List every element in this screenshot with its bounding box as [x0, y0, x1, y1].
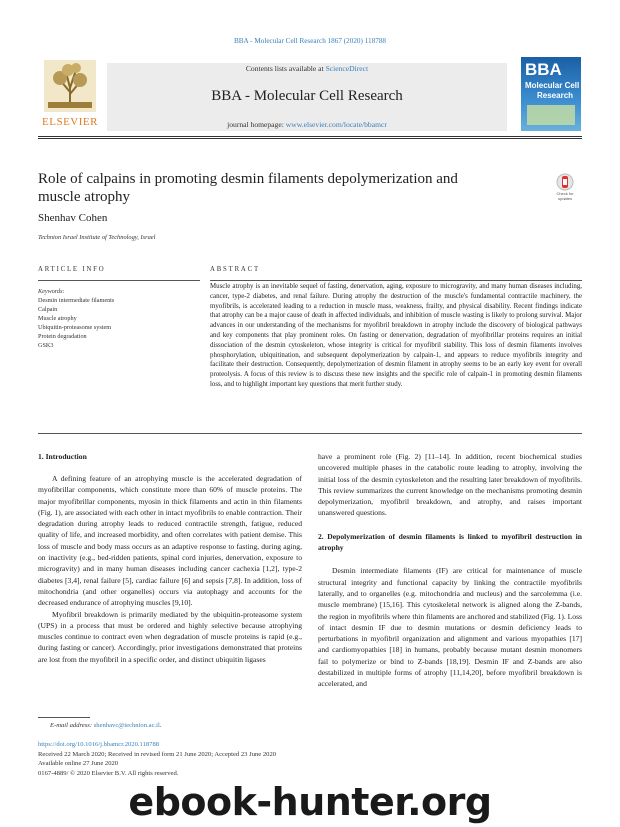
homepage-link[interactable]: www.elsevier.com/locate/bbamcr	[285, 120, 387, 129]
section-2-heading: 2. Depolymerization of desmin filaments is linked to myofibril destruction in atrophy	[318, 531, 582, 553]
section-1-heading: 1. Introduction	[38, 452, 87, 461]
author-name[interactable]: Shenhav Cohen	[38, 212, 108, 224]
available-online: Available online 27 June 2020	[38, 760, 119, 768]
journal-reference[interactable]: BBA - Molecular Cell Research 1867 (2020) 118788	[233, 37, 387, 45]
footnote-rule	[38, 717, 90, 718]
copyright-line: 0167-4889/ © 2020 Elsevier B.V. All rights reserved.	[38, 769, 179, 777]
keyword-item: GSK3	[38, 342, 54, 349]
homepage-prefix: journal homepage:	[227, 120, 286, 129]
check-for-updates-badge[interactable]	[550, 171, 580, 201]
doi-link[interactable]: https://doi.org/10.1016/j.bbamcr.2020.118788	[38, 741, 160, 748]
header-divider-2	[38, 138, 582, 139]
abstract-rule	[210, 280, 582, 281]
email-link[interactable]: shenhavc@technion.ac.il	[93, 722, 160, 729]
crossmark-label: Check for updates	[556, 191, 574, 201]
article-info-rule	[38, 280, 200, 281]
keywords-label: Keywords:	[38, 288, 65, 295]
email-suffix: .	[159, 722, 162, 729]
abstract-text: Muscle atrophy is an inevitable sequel of fasting, denervation, aging, exposure to microgravity, and many human diseases including, cancer, type-2 diabetes, and renal failure. During atrophy the destruction of the muscle's fundamental contractile machinery, the myofibrils, is accelerated leading to a reduction in muscle mass, weakness, frailty, and physical disability. Recent findings indicate that atrophy can be a major cause of death in affected individuals, and inhibition of muscle wasting is likely to prolong survival. Major advances in our understanding of the mechanisms for myofibril breakdown in atrophy include the discovery of biological pathways and key components that play prominent roles. On fasting or denervation, degradation of myofibrillar proteins requires an initial dissociation of the desmin cytoskeleton, whose integrity is critical for myofibril stability. This loss of desmin filaments involves phosphorylation, ubiquitination, and subsequent depolymerization by calpain-1, and appears to reduce myofibrils integrity and facilitate their destruction. Consequently, depolymerization of desmin filament in atrophy seems to be an early key event for overall proteolysis. A focus of this review is to discuss these new insights and the specific role of calpain-1 in promoting desmin filaments loss, and to highlight important key questions that merit further study.	[210, 283, 582, 388]
keyword-item: Desmin intermediate filaments	[38, 297, 115, 304]
right-column	[318, 451, 582, 690]
section-2-paragraph-1: Desmin intermediate filaments (IF) are critical for maintenance of muscle structural integrity and functional capacity by linking the contractile myofibrils laterally, and to organelles (e.g. mitochondria and nucleus) and the sarcolemma (i.e. muscle membrane) [15,16]. This cytoskeletal network is aligned along the Z-bands, the region in myofibrils where thin filaments are anchored and stabilized (Fig. 1). Loss of intact desmin IF due to desmin mutations or desmin deficiency leads to perturbations in myofibril organization and alignment and various myopathies [17] and cardiomyopathies [18] in humans, probably because mutant desmin monomers fail to polymerize or bind to Z-bands [18,19]. Desmin IF and Z-bands are also destabilized in multiple forms of atrophy [11,14,20], before myofibril breakdown is accelerated, and	[318, 566, 582, 689]
keyword-item: Calpain	[38, 306, 58, 313]
author-affiliation: Technion Israel Institute of Technology, Israel	[38, 234, 156, 241]
contents-line	[107, 64, 507, 73]
intro-paragraph-3: have a prominent role (Fig. 2) [11–14]. In addition, recent biochemical studies uncovered multiple phases in the catabolic route leading to atrophy, involving the initial loss of the desmin cytoskeleton and the resulting later breakdown of myofibrils. This review summarizes the current knowledge on the mechanisms promoting desmin depolymerization, myofibril breakdown, and atrophy, and raises important unanswered questions.	[318, 452, 582, 518]
keyword-item: Muscle atrophy	[38, 315, 77, 322]
keyword-item: Ubiquitin-proteasome system	[38, 324, 112, 331]
received-dates: Received 22 March 2020; Received in revised form 21 June 2020; Accepted 23 June 2020	[38, 750, 277, 758]
publication-info	[38, 740, 276, 778]
journal-homepage	[107, 120, 507, 129]
abstract-heading: ABSTRACT	[210, 266, 260, 273]
email-label: E-mail address:	[50, 722, 94, 729]
watermark-text: ebook-hunter.org	[128, 780, 492, 824]
keyword-item: Protein degradation	[38, 333, 87, 340]
cover-title-bba: BBA	[525, 60, 562, 79]
elsevier-logo	[38, 58, 102, 130]
cover-title-line2: Molecular Cell	[525, 81, 580, 90]
keywords-list	[38, 296, 114, 350]
contents-prefix: Contents lists available at	[245, 64, 326, 73]
left-column	[38, 473, 302, 665]
sciencedirect-link[interactable]: ScienceDirect	[325, 64, 369, 73]
article-info-heading: ARTICLE INFO	[38, 266, 106, 273]
cover-title-line3: Research	[537, 91, 574, 100]
cover-artwork	[527, 105, 575, 125]
header-divider	[38, 136, 582, 137]
email-footnote	[50, 722, 162, 729]
publisher-name: ELSEVIER	[42, 116, 98, 128]
article-title: Role of calpains in promoting desmin filaments depolymerization and muscle atrophy	[38, 171, 458, 205]
journal-name: BBA - Molecular Cell Research	[211, 88, 403, 104]
journal-cover-image	[521, 57, 581, 131]
abstract-bottom-rule	[38, 433, 582, 434]
intro-paragraph-1: A defining feature of an atrophying muscle is the accelerated degradation of myofibrillar components, which constitute more than 60% of muscle proteins. The major myofibrillar components, myosin in thick filaments and actin in thin filaments (Fig. 1), are associated with each other in intact myofibrils to enable contraction. Their degradation during atrophy leads to reduced contractile strength, fatigue, reduced quality of life, and increased morbidity, and often correlates with patient demise. This loss of muscle and body mass occurs as an adaptive response to fasting, during aging, on inactivity (e.g., bed-ridden patients, spinal cord injuries, denervation, exposure to microgravity) and in many human diseases including cancer cachexia [1,2], type-2 diabetes [3,4], renal failure [5], cardiac failure [6] and sepsis [7,8]. In addition, loss of mitochondria (and other organelles) occurs via autophagy and accounts for the decreased endurance of atrophying muscles [9,10].	[38, 474, 302, 608]
intro-paragraph-2: Myofibril breakdown is primarily mediated by the ubiquitin-proteasome system (UPS) in a process that must be ordered and highly selective because atrophying muscles continue to contract even when degradation of muscle proteins is rapid (e.g., during fasting or cancer). Accordingly, prior investigations demonstrated that proteins are lost from the myofibril in a specific order, and distinct ubiquitin ligases	[38, 609, 302, 664]
